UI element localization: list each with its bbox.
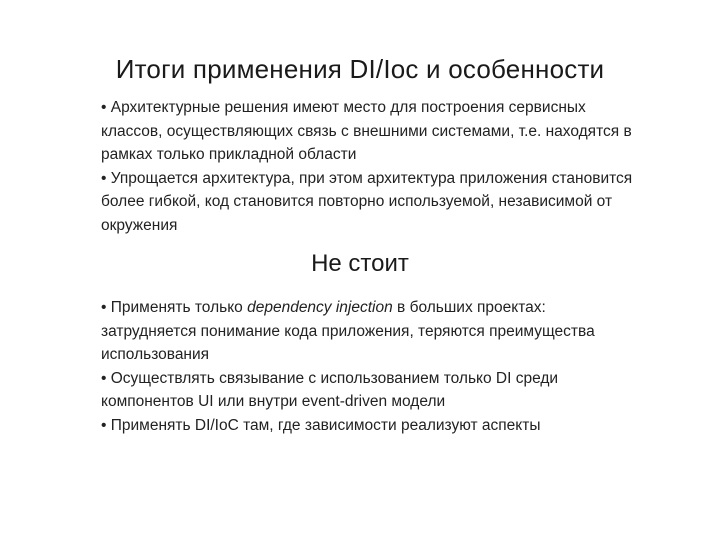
bullet-text: Упрощается архитектура, при этом архитектура приложения становится более гибкой, код становится повторно используемой, независимой от окружения — [101, 169, 633, 234]
bullet-item-aspects — [101, 414, 641, 438]
bullet-mark: • — [101, 369, 107, 387]
bottom-bullet-list — [101, 296, 641, 437]
bullet-mark: • — [101, 299, 107, 316]
bullet-mark: • — [101, 99, 107, 116]
bullet-mark: • — [101, 416, 107, 434]
bullet-item-architecture — [101, 96, 641, 167]
bullet-text: Применять DI/IoC там, где зависимости реализуют аспекты — [106, 416, 541, 434]
bullet-text-before: Применять только — [106, 299, 248, 316]
section-heading: Не стоит — [311, 250, 409, 277]
bullet-text-italic: dependency injection — [247, 299, 393, 316]
bullet-text-after: в больших проектах: затрудняется понимание кода приложения, теряются преимущества использования — [101, 299, 595, 363]
bullet-text: Осуществлять связывание с использованием только DI среди компонентов UI или внутри event-driven модели — [101, 369, 559, 410]
bullet-text: Архитектурные решения имеют место для построения сервисных классов, осуществляющих связь с внешними системами, т.е. находятся в рамках только прикладной области — [101, 99, 632, 163]
slide-title: Итоги применения DI/Ioc и особенности — [115, 54, 605, 84]
top-bullet-list — [101, 96, 641, 237]
bullet-item-ui-binding — [101, 367, 641, 414]
bullet-item-simplification — [101, 167, 641, 238]
bullet-mark: • — [101, 169, 107, 187]
bullet-item-dependency-injection — [101, 296, 641, 367]
